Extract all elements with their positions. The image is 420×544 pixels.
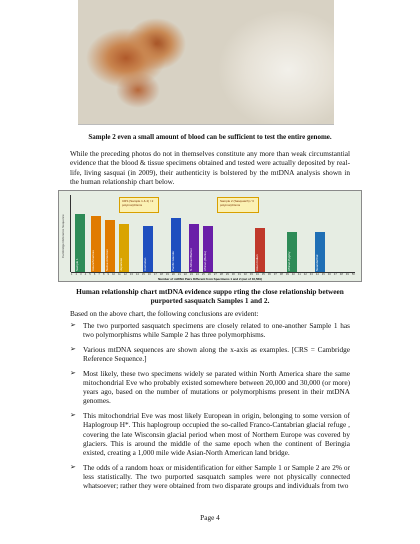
chart-bar: Australian	[143, 226, 153, 272]
chart-tick-label: 10	[112, 273, 115, 276]
chart-y-label: Cambridge Reference Sequence	[61, 214, 65, 258]
bullet-arrow-icon: ➢	[70, 344, 76, 353]
chart-tick-label: 33	[249, 273, 253, 276]
chart-bar: Japanese	[119, 224, 129, 272]
bullet-arrow-icon: ➢	[70, 368, 76, 377]
blood-sample-photo	[78, 0, 334, 125]
bullet-arrow-icon: ➢	[70, 462, 76, 471]
chart-tick-label: 17	[153, 273, 157, 276]
bullet-arrow-icon: ➢	[70, 321, 76, 329]
chart-tick-label: 2	[75, 273, 78, 276]
bullet-arrow-icon: ➢	[70, 411, 76, 420]
chart-tick-label: 7	[98, 273, 100, 276]
chart-tick-label: 31	[237, 273, 241, 276]
chart-tick-label: 45	[321, 273, 325, 276]
chart-tick-label: 37	[273, 273, 277, 276]
chart-tick-label: 3	[80, 273, 82, 276]
conclusion-text: The two purported sasquatch specimens are closely related to one-another Sample 1 has two polymorphisms while Sample 2 has three polymorphisms.	[83, 321, 350, 340]
chart-tick-label: 16	[147, 273, 151, 276]
conclusion-item	[70, 463, 350, 491]
chart-tick-label: 47	[333, 273, 337, 276]
chart-tick-label: 24	[195, 273, 199, 276]
chart-tick-label: 50	[351, 273, 355, 276]
chart-y-axis-line	[70, 195, 71, 272]
conclusion-text: The odds of a random hoax or misidentification for either Sample 1 or Sample 2 are 2% or less statistically. The two purported sasquatch samples were not physically connected whatsoever; rather they were obtained from two disparate groups and individuals from two	[83, 462, 350, 491]
chart-bar: African (Bantu)	[203, 226, 213, 272]
chart-caption: Human relationship chart mtDNA evidence suppo rting the close relationship between purported sasquatch Samples 1 and 2.	[76, 287, 344, 305]
conclusion-text: Various mtDNA sequences are shown along the x-axis as examples. [CRS = Cambridge Reference Sequence.]	[83, 344, 350, 364]
chart-x-label: Number of mtDNA Pairs Different from Specimens 1 and 2 (out of 16,569)	[158, 277, 262, 281]
chart-tick-label: 40	[291, 273, 295, 276]
chart-tick-label: 28	[219, 273, 223, 276]
chart-tick-label: 36	[267, 273, 271, 276]
chart-legend-left: CRS (Sample 1 & 2) / 2 polymorphisms	[119, 197, 159, 213]
chart-tick-label: 26	[207, 273, 211, 276]
chart-bar: Sample 1	[75, 214, 85, 272]
chart-tick-label: 43	[309, 273, 313, 276]
chart-tick-label: 41	[297, 273, 301, 276]
chart-tick-label: 11	[118, 273, 121, 276]
chart-tick-label: 8	[102, 273, 105, 276]
chart-tick-label: 42	[303, 273, 307, 276]
chart-bar: Asian Indian	[255, 228, 265, 272]
conclusion-text: This mitochondrial Eve was most likely European in origin, belonging to some version of Haplogroup H*. This haplogroup occupied the so-called Franco-Cantabrian glacial refuge , covering the late Wisconsin glacial period when most of Northern Europe was covered by glaciers. This is around the middle of the same epoch when the continent of Beringia existed, creating a 1,000 mile wide Asian-North American land bridge.	[83, 411, 350, 457]
chart-bar: N. African/Berber	[189, 224, 199, 272]
chart-tick-label: 48	[339, 273, 343, 276]
chart-tick-label: 5	[89, 273, 91, 276]
chart-tick-label: 6	[93, 273, 96, 276]
chart-tick-label: 15	[141, 273, 145, 276]
page-number: Page 4	[200, 513, 220, 522]
chart-tick-label: 38	[279, 273, 283, 276]
conclusion-intro: Based on the above chart, the following conclusions are evident:	[70, 309, 259, 318]
conclusion-item	[70, 345, 350, 363]
chart-tick-label: 20	[171, 273, 175, 276]
chart-bar: Asian/Americas	[91, 216, 101, 272]
chart-tick-label: 32	[243, 273, 247, 276]
chart-tick-label: 29	[225, 273, 229, 276]
chart-tick-label: 18	[159, 273, 163, 276]
conclusion-item	[70, 411, 350, 457]
chart-tick-label: 19	[165, 273, 169, 276]
chart-tick-label: 21	[177, 273, 181, 276]
chart-tick-label: 9	[107, 273, 109, 276]
chart-tick-label: 1	[71, 273, 73, 276]
chart-tick-label: 35	[261, 273, 265, 276]
chart-tick-label: 4	[84, 273, 87, 276]
chart-bar: Neanderthal	[315, 232, 325, 272]
chart-tick-label: 22	[183, 273, 187, 276]
conclusion-item	[70, 321, 350, 339]
chart-tick-label: 13	[129, 273, 133, 276]
chart-tick-label: 12	[123, 273, 127, 276]
chart-tick-label: 30	[231, 273, 235, 276]
chart-legend-right: Sample 2 (Sasquatch) / 3 polymorphisms	[217, 197, 259, 213]
intro-paragraph: While the preceding photos do not in themselves constitute any more than weak circumstantial evidence that the blood & tissue specimens obtained and tested were actually deposited by real-life, living sasquai (in 2009), their authenticity is bolstered by the mtDNA analysis shown in the human relationship chart below.	[70, 149, 350, 187]
photo-caption: Sample 2 even a small amount of blood can be sufficient to test the entire genome.	[88, 133, 332, 141]
chart-tick-label: 34	[255, 273, 259, 276]
human-relationship-chart	[58, 190, 362, 282]
chart-tick-label: 44	[315, 273, 319, 276]
chart-bar: African Pygmy	[287, 232, 297, 272]
chart-bar: Pacific Islander	[171, 218, 181, 272]
chart-bar: Native American	[105, 220, 115, 272]
chart-tick-label: 39	[285, 273, 289, 276]
conclusion-text: Most likely, these two specimens widely se parated within North America share the same mitochondrial Eve who probably existed somewhere between 20,000 and 30,000 (or more) years ago, based on the number of mutations or polymorphisms present in their mtDNA genomes.	[83, 368, 350, 406]
chart-tick-label: 46	[327, 273, 331, 276]
conclusion-item	[70, 369, 350, 406]
chart-tick-label: 27	[213, 273, 217, 276]
chart-tick-label: 49	[345, 273, 349, 276]
chart-tick-label: 14	[135, 273, 139, 276]
chart-tick-label: 23	[189, 273, 193, 276]
chart-tick-label: 25	[201, 273, 205, 276]
conclusions-list	[70, 321, 350, 496]
